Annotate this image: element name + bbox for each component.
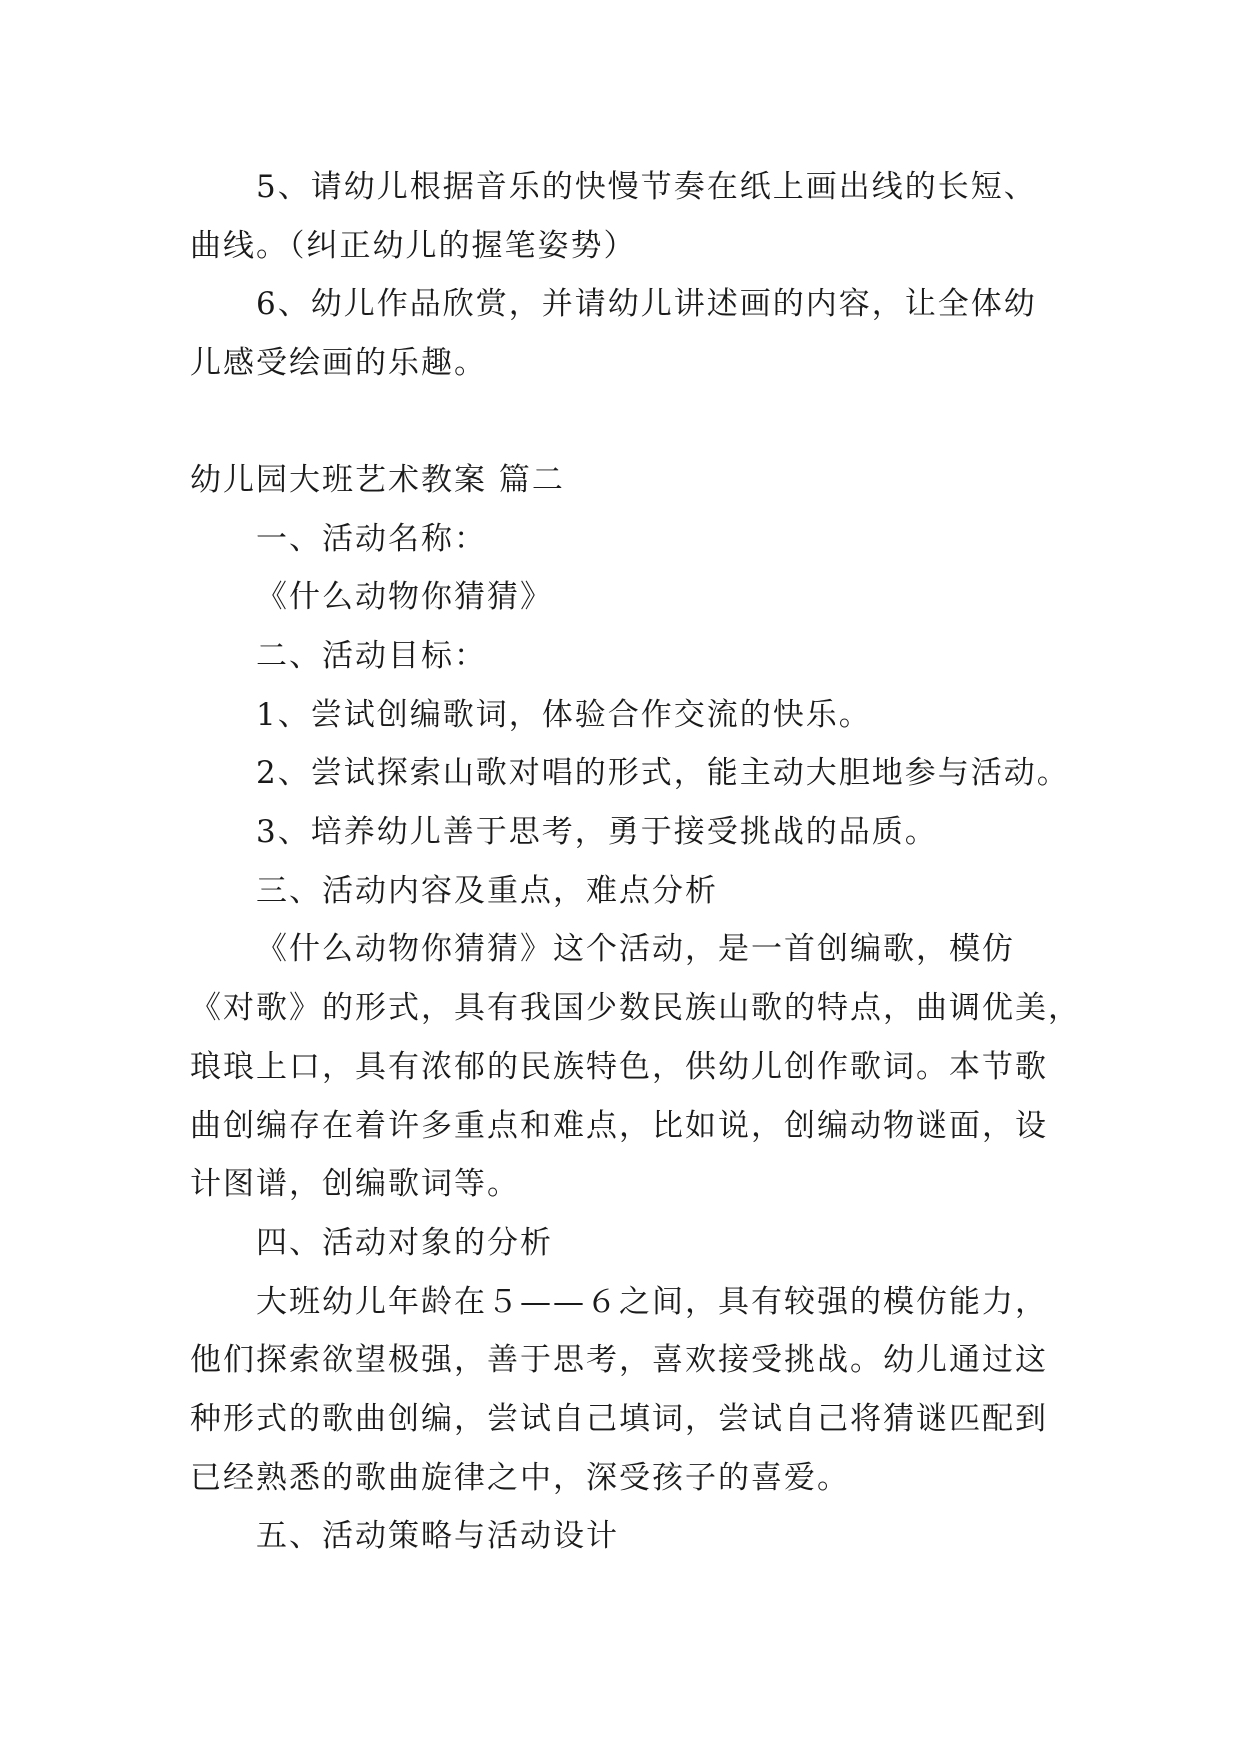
goal-item-1: 1、尝试创编歌词，体验合作交流的快乐。 (256, 696, 872, 733)
goal-item-2: 2、尝试探索山歌对唱的形式，能主动大胆地参与活动。 (256, 755, 1070, 792)
text-line: 大班幼儿年龄在５——６之间，具有较强的模仿能力， (256, 1283, 1048, 1320)
text-line: 5、请幼儿根据音乐的快慢节奏在纸上画出线的长短、 (256, 169, 1037, 205)
text-line: 曲线。（纠正幼儿的握笔姿势） (190, 227, 637, 264)
text-line: 种形式的歌曲创编，尝试自己填词，尝试自己将猜谜匹配到 (190, 1401, 1048, 1438)
text-line: 6、幼儿作品欣赏，并请幼儿讲述画的内容，让全体幼 (256, 286, 1037, 323)
document-body (190, 158, 1081, 1566)
text-line: 他们探索欲望极强，善于思考，喜欢接受挑战。幼儿通过这 (190, 1342, 1048, 1379)
subheading-content-analysis: 三、活动内容及重点，难点分析 (256, 872, 718, 909)
text-line: 《对歌》的形式，具有我国少数民族山歌的特点，曲调优美， (190, 990, 1081, 1027)
paragraph-content-analysis (190, 920, 1081, 1214)
subheading-target-analysis: 四、活动对象的分析 (256, 1224, 553, 1261)
paragraph-step-5 (190, 158, 1060, 275)
text-line: 已经熟悉的歌曲旋律之中，深受孩子的喜爱。 (190, 1459, 850, 1496)
text-line: 琅琅上口，具有浓郁的民族特色，供幼儿创作歌词。本节歌 (190, 1048, 1048, 1085)
text-line: 曲创编存在着许多重点和难点，比如说，创编动物谜面，设 (190, 1107, 1048, 1144)
heading-text: 幼儿园大班艺术教案 篇二 (190, 461, 565, 498)
goal-item-3: 3、培养幼儿善于思考，勇于接受挑战的品质。 (256, 814, 938, 851)
text-line: 计图谱，创编歌词等。 (190, 1166, 520, 1203)
text-line: 儿感受绘画的乐趣。 (190, 345, 487, 382)
text-line: 《什么动物你猜猜》这个活动，是一首创编歌，模仿 (256, 931, 1015, 968)
paragraph-target-analysis (190, 1273, 1060, 1508)
subheading-activity-goals: 二、活动目标： (256, 637, 487, 674)
section-spacer (190, 393, 1060, 451)
paragraph-step-6 (190, 275, 1060, 392)
subheading-strategy-design: 五、活动策略与活动设计 (256, 1518, 619, 1555)
activity-title: 《什么动物你猜猜》 (256, 579, 553, 616)
subheading-activity-name: 一、活动名称： (256, 520, 487, 557)
section-heading (190, 451, 1060, 510)
